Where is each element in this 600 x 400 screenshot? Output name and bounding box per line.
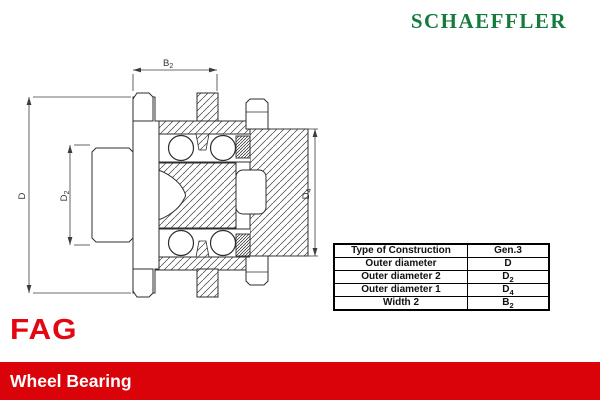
spec-value: D xyxy=(468,258,550,271)
wheel-stud xyxy=(133,93,153,121)
spec-row xyxy=(334,244,549,258)
spec-label: Width 2 xyxy=(334,297,468,311)
stud-section xyxy=(197,93,218,121)
spec-label: Type of Construction xyxy=(334,244,468,258)
bearing-ball xyxy=(169,231,194,256)
dim-label-d: D xyxy=(17,192,28,200)
spec-label: Outer diameter xyxy=(334,258,468,271)
hub-pilot xyxy=(92,148,133,242)
fag-logo: FAG xyxy=(10,314,78,346)
seal xyxy=(236,234,250,256)
spec-label: Outer diameter 2 xyxy=(334,271,468,284)
stud-section xyxy=(197,269,218,297)
wheel-flange xyxy=(133,97,159,293)
spec-value: $D_2$ xyxy=(468,271,550,284)
bearing-ball xyxy=(169,136,194,161)
schaeffler-logo: SCHAEFFLER xyxy=(410,9,567,33)
spec-row xyxy=(334,284,549,297)
spec-row xyxy=(334,297,549,311)
seal xyxy=(236,136,250,158)
spec-label: Outer diameter 1 xyxy=(334,284,468,297)
spec-value: $D_4$ xyxy=(468,284,550,297)
dim-label-d4: $D_4$ xyxy=(301,188,313,200)
hub-body xyxy=(92,93,308,297)
spec-value: Gen.3 xyxy=(468,244,550,258)
dim-label-b2: $B_2$ xyxy=(163,58,174,70)
page-title: Wheel Bearing xyxy=(10,371,132,391)
spec-table xyxy=(333,243,550,311)
spec-value: $B_2$ xyxy=(468,297,550,311)
bearing-ball xyxy=(211,136,236,161)
wheel-stud xyxy=(133,269,153,297)
title-banner xyxy=(0,362,600,400)
bearing-ball xyxy=(211,231,236,256)
dim-label-d2: $D_2$ xyxy=(59,190,71,202)
spec-row xyxy=(334,258,549,271)
spec-row xyxy=(334,271,549,284)
